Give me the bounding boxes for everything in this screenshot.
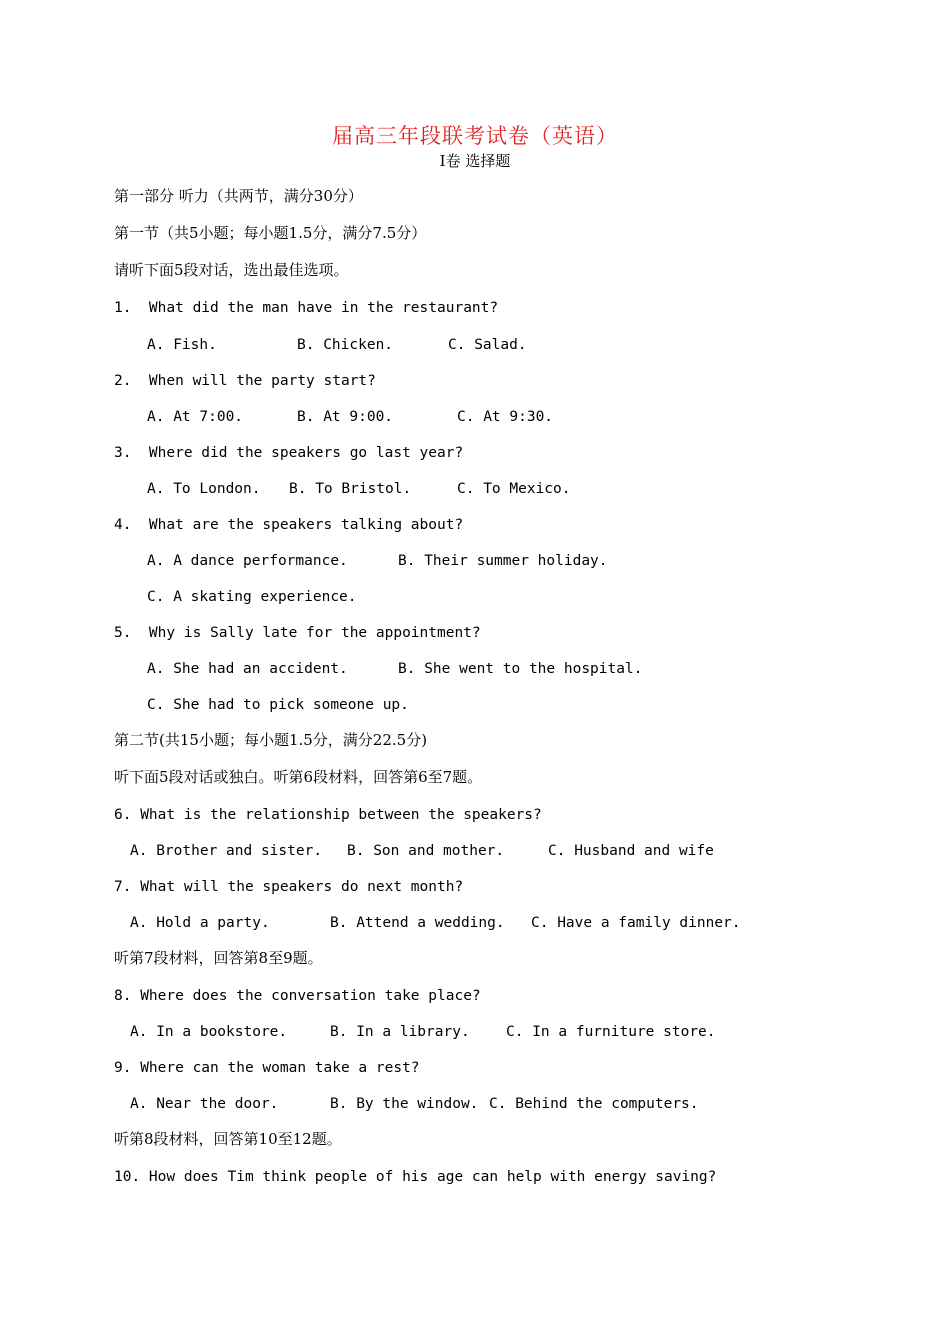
option-8c: C. In a furniture store. bbox=[506, 1024, 716, 1040]
option-4b: B. Their summer holiday. bbox=[398, 553, 608, 569]
option-9c: C. Behind the computers. bbox=[489, 1096, 699, 1112]
option-1c: C. Salad. bbox=[448, 337, 527, 353]
question-5: 5. Why is Sally late for the appointment? bbox=[114, 625, 481, 641]
option-7b: B. Attend a wedding. bbox=[330, 915, 505, 931]
option-1a: A. Fish. bbox=[147, 337, 217, 353]
instruction-text: 听第8段材料，回答第10至12题。 bbox=[114, 1130, 342, 1148]
question-4: 4. What are the speakers talking about? bbox=[114, 517, 464, 533]
option-6b: B. Son and mother. bbox=[347, 843, 505, 859]
page-title: 届高三年段联考试卷（英语） bbox=[332, 124, 618, 148]
instruction-text: 听下面5段对话或独白。听第6段材料，回答第6至7题。 bbox=[114, 768, 483, 786]
option-9b: B. By the window. bbox=[330, 1096, 479, 1112]
option-4a: A. A dance performance. bbox=[147, 553, 348, 569]
option-2b: B. At 9:00. bbox=[297, 409, 394, 425]
option-4c: C. A skating experience. bbox=[147, 589, 357, 605]
question-7: 7. What will the speakers do next month? bbox=[114, 879, 464, 895]
question-3: 3. Where did the speakers go last year? bbox=[114, 445, 464, 461]
option-7a: A. Hold a party. bbox=[130, 915, 270, 931]
option-5b: B. She went to the hospital. bbox=[398, 661, 643, 677]
instruction-text: 听第7段材料，回答第8至9题。 bbox=[114, 949, 323, 967]
part-heading: 第一部分 听力（共两节，满分30分） bbox=[114, 187, 363, 205]
option-6c: C. Husband and wife bbox=[548, 843, 714, 859]
question-10: 10. How does Tim think people of his age can help with energy saving? bbox=[114, 1169, 717, 1185]
option-5c: C. She had to pick someone up. bbox=[147, 697, 409, 713]
question-8: 8. Where does the conversation take place? bbox=[114, 988, 481, 1004]
option-7c: C. Have a family dinner. bbox=[531, 915, 741, 931]
option-2c: C. At 9:30. bbox=[457, 409, 554, 425]
option-3c: C. To Mexico. bbox=[457, 481, 571, 497]
option-3a: A. To London. bbox=[147, 481, 261, 497]
question-1: 1. What did the man have in the restaurant? bbox=[114, 300, 499, 316]
option-8b: B. In a library. bbox=[330, 1024, 470, 1040]
option-9a: A. Near the door. bbox=[130, 1096, 279, 1112]
option-1b: B. Chicken. bbox=[297, 337, 394, 353]
option-3b: B. To Bristol. bbox=[289, 481, 412, 497]
instruction-text: 请听下面5段对话，选出最佳选项。 bbox=[114, 261, 349, 279]
option-8a: A. In a bookstore. bbox=[130, 1024, 288, 1040]
question-2: 2. When will the party start? bbox=[114, 373, 376, 389]
option-6a: A. Brother and sister. bbox=[130, 843, 323, 859]
option-5a: A. She had an accident. bbox=[147, 661, 348, 677]
page-subtitle: I卷 选择题 bbox=[439, 152, 511, 170]
question-6: 6. What is the relationship between the speakers? bbox=[114, 807, 542, 823]
section-heading: 第一节（共5小题；每小题1.5分，满分7.5分） bbox=[114, 224, 427, 242]
section-heading: 第二节(共15小题；每小题1.5分，满分22.5分) bbox=[114, 731, 428, 749]
option-2a: A. At 7:00. bbox=[147, 409, 244, 425]
question-9: 9. Where can the woman take a rest? bbox=[114, 1060, 420, 1076]
